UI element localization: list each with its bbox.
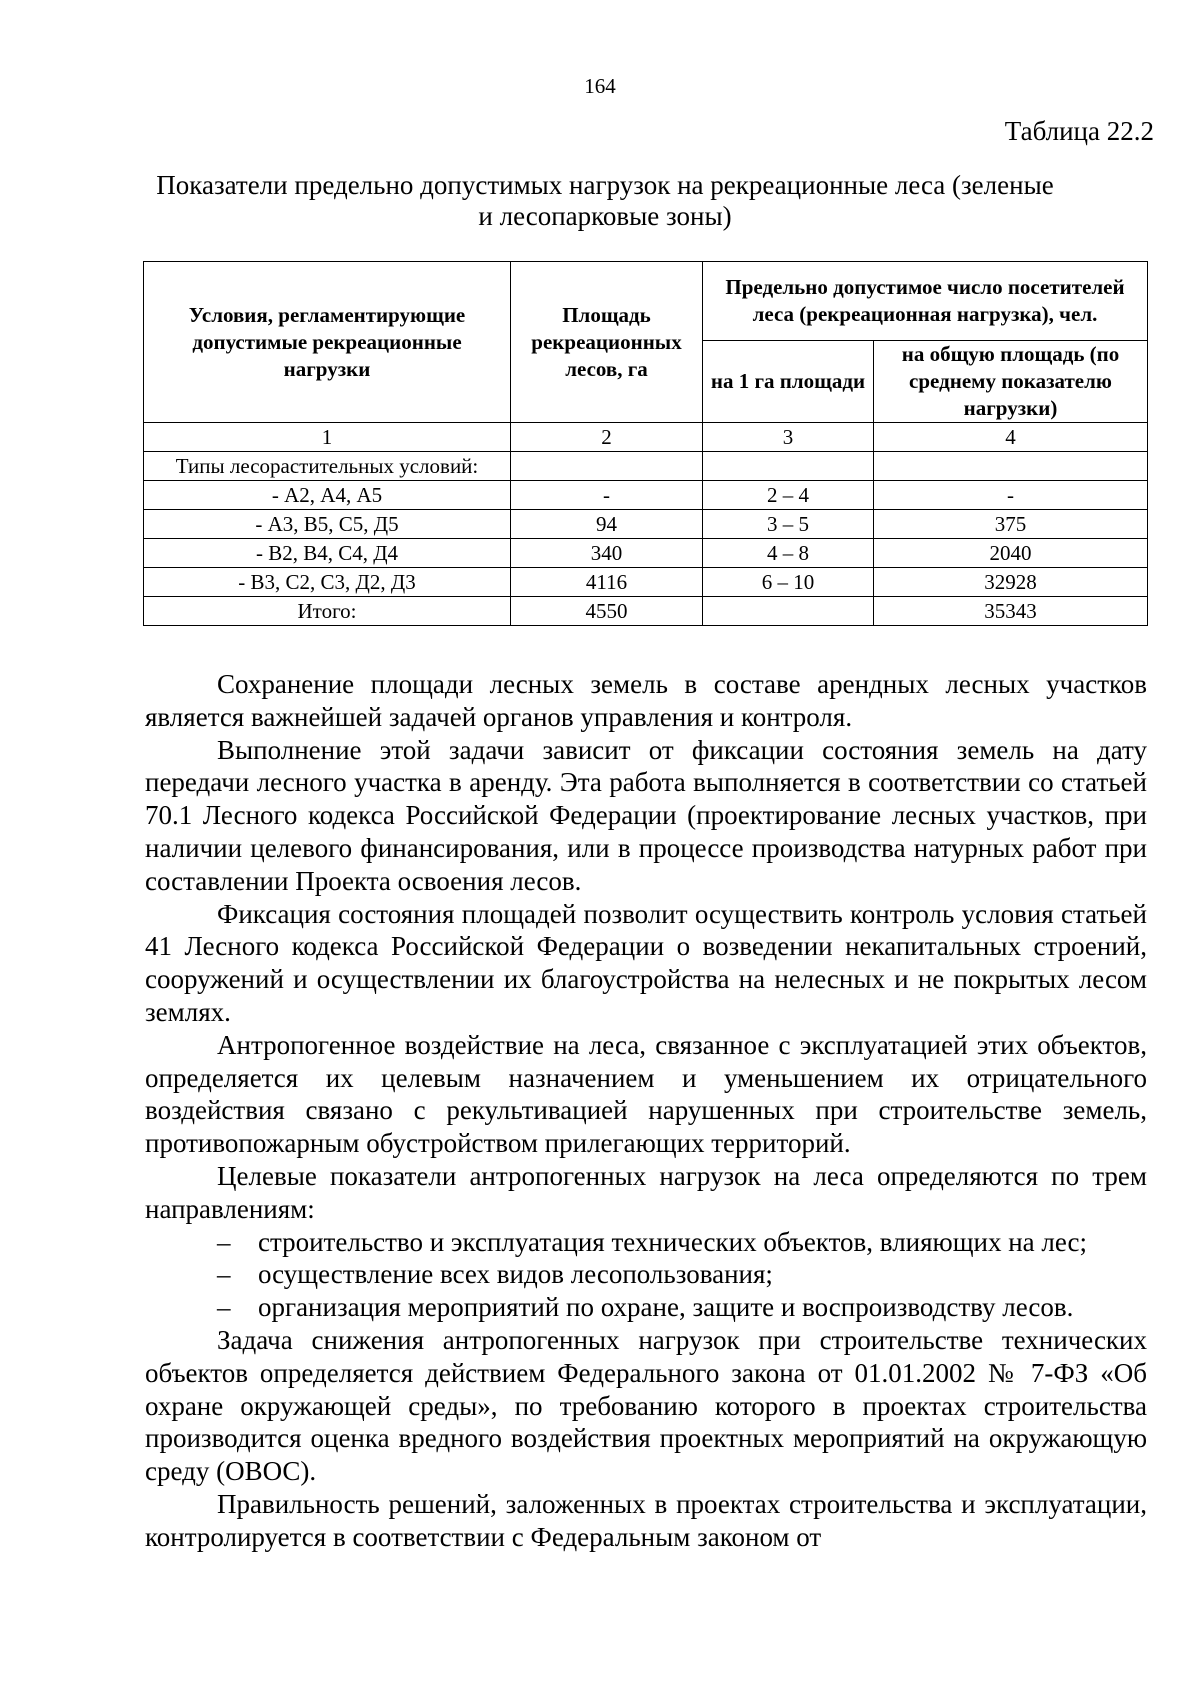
list-item-text: строительство и эксплуатация технических объектов, влияющих на лес; xyxy=(258,1226,1087,1257)
page-number: 164 xyxy=(584,74,616,98)
body-text xyxy=(145,668,1147,1554)
list-item-text: осуществление всех видов лесопользования; xyxy=(258,1259,773,1290)
table-row xyxy=(144,568,1148,597)
dash-bullet: – xyxy=(217,1226,231,1257)
header-conditions: Условия, регламентирующие допустимые рекреационные нагрузки xyxy=(144,262,511,423)
table-cell: - В3, С2, С3, Д2, Д3 xyxy=(144,568,511,597)
bullet-list xyxy=(145,1226,1147,1324)
column-number-row xyxy=(144,423,1148,452)
table-cell: - А2, А4, А5 xyxy=(144,481,511,510)
paragraph: Фиксация состояния площадей позволит осуществить контроль условия статьей 41 Лесного кодекса Российской Федерации о возведении некапитальных строений, сооружений и осуществлении их благоустройства на нелесных и не покрытых лесом землях. xyxy=(145,898,1147,1027)
table-cell: 94 xyxy=(511,510,703,539)
table-cell: - xyxy=(874,481,1148,510)
table-label: Таблица 22.2 xyxy=(1004,116,1154,146)
table-cell: Типы лесорастительных условий: xyxy=(144,452,511,481)
header-total-area: на общую площадь (по среднему показателю нагрузки) xyxy=(874,341,1148,423)
paragraph: Сохранение площади лесных земель в составе арендных лесных участков является важнейшей задачей органов управления и контроля. xyxy=(145,669,1147,732)
table-cell xyxy=(874,452,1148,481)
table-cell: 3 – 5 xyxy=(703,510,874,539)
table-row xyxy=(144,539,1148,568)
table-cell: 340 xyxy=(511,539,703,568)
list-item-text: организация мероприятий по охране, защите и воспроизводству лесов. xyxy=(258,1292,1074,1323)
column-number: 4 xyxy=(874,423,1148,452)
table-cell: - В2, В4, С4, Д4 xyxy=(144,539,511,568)
list-item xyxy=(145,1226,1147,1259)
paragraph: Целевые показатели антропогенных нагрузок на леса определяются по трем направлениям: xyxy=(145,1160,1147,1224)
column-number: 3 xyxy=(703,423,874,452)
table-cell: 32928 xyxy=(874,568,1148,597)
table-cell xyxy=(703,597,874,626)
paragraph: Выполнение этой задачи зависит от фиксации состояния земель на дату передачи лесного участка в аренду. Эта работа выполняется в соответствии со статьей 70.1 Лесного кодекса Российской Федерации (проектирование лесных участков, при наличии целевого финансирования, или в процессе производства натурных работ при составлении Проекта освоения лесов. xyxy=(145,734,1147,896)
table-cell: 6 – 10 xyxy=(703,568,874,597)
paragraph: Антропогенное воздействие на леса, связанное с эксплуатацией этих объектов, определяется их целевым назначением и уменьшением их отрицательного воздействия связано с рекультивацией нарушенных при строительстве земель, противопожарным обустройством прилегающих территорий. xyxy=(145,1029,1147,1159)
header-max-visitors: Предельно допустимое число посетителей леса (рекреационная нагрузка), чел. xyxy=(703,262,1148,341)
table-cell: - А3, В5, С5, Д5 xyxy=(144,510,511,539)
table-cell xyxy=(703,452,874,481)
list-item xyxy=(145,1291,1147,1324)
table-cell: 35343 xyxy=(874,597,1148,626)
header-per-hectare: на 1 га площади xyxy=(703,341,874,423)
table-cell: 2 – 4 xyxy=(703,481,874,510)
table-cell: 4 – 8 xyxy=(703,539,874,568)
table-cell xyxy=(511,452,703,481)
table-row xyxy=(144,452,1148,481)
table-cell: Итого: xyxy=(144,597,511,626)
paragraph: Задача снижения антропогенных нагрузок при строительстве технических объектов определяется действием Федерального закона от 01.01.2002 № 7-ФЗ «Об охране окружающей среды», по требованию которого в проектах строительства производится оценка вредного воздействия проектных мероприятий на окружающую среду (ОВОС). xyxy=(145,1324,1147,1487)
table-cell: 375 xyxy=(874,510,1148,539)
table-cell: - xyxy=(511,481,703,510)
table-cell: 2040 xyxy=(874,539,1148,568)
column-number: 2 xyxy=(511,423,703,452)
table-title: Показатели предельно допустимых нагрузок на рекреационные леса (зеленые и лесопарковые зоны) xyxy=(156,170,1054,231)
paragraph: Правильность решений, заложенных в проектах строительства и эксплуатации, контролируется в соответствии с Федеральным законом от xyxy=(145,1488,1147,1552)
dash-bullet: – xyxy=(217,1259,231,1290)
header-area: Площадь рекреационных лесов, га xyxy=(511,262,703,423)
table-cell: 4116 xyxy=(511,568,703,597)
table-row xyxy=(144,481,1148,510)
table-row xyxy=(144,510,1148,539)
table-cell: 4550 xyxy=(511,597,703,626)
list-item xyxy=(145,1258,1147,1291)
dash-bullet: – xyxy=(217,1292,231,1323)
column-number: 1 xyxy=(144,423,511,452)
recreation-load-table xyxy=(143,261,1148,626)
table-total-row xyxy=(144,597,1148,626)
